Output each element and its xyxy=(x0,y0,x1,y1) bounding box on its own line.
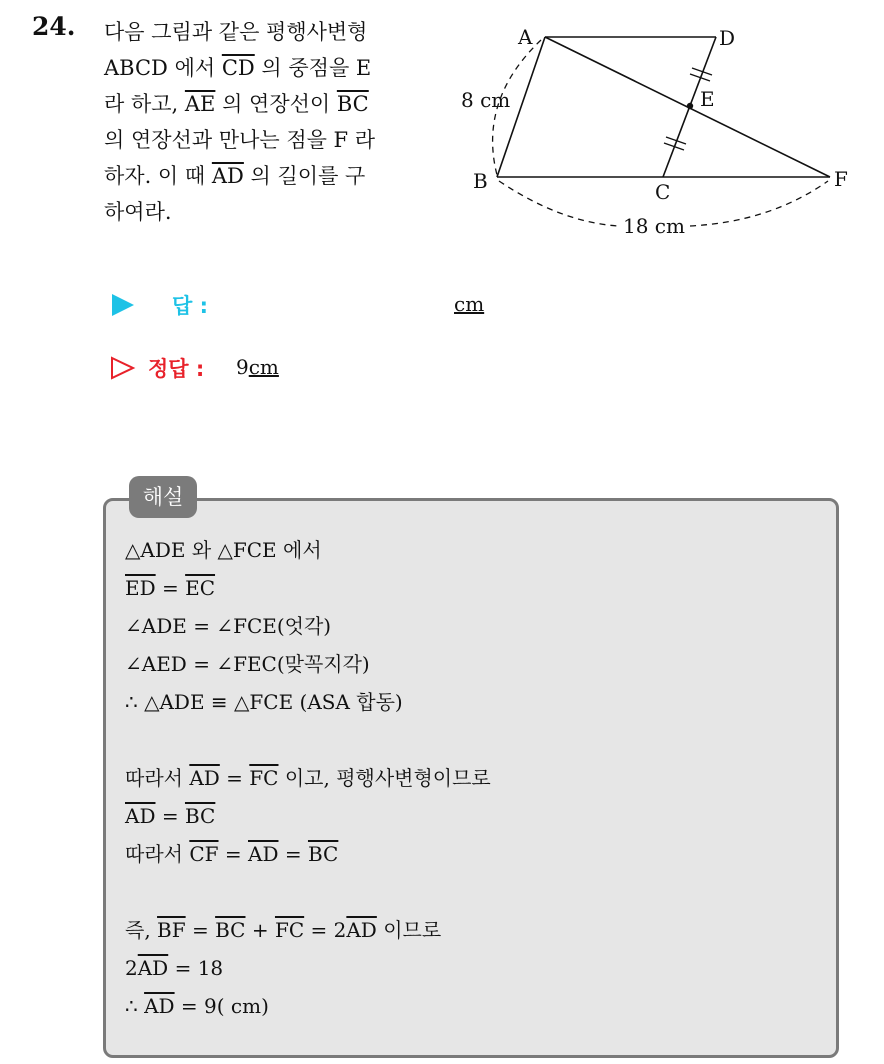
text-segment: = xyxy=(155,576,186,600)
text-segment: = xyxy=(185,918,216,942)
overline-segment: $\overline{AD}$ xyxy=(144,994,175,1018)
text-segment: = 9( cm) xyxy=(174,994,269,1018)
solution-line xyxy=(125,575,215,601)
solution-line xyxy=(125,651,370,677)
overline-segment: $\overline{FC}$ xyxy=(249,766,279,790)
overline-segment: $\overline{AD}$ xyxy=(189,766,220,790)
overline-segment: $\overline{AD}$ xyxy=(346,918,377,942)
overline-segment: $\overline{CD}$ xyxy=(221,56,255,80)
overline-segment: $\overline{BF}$ xyxy=(157,918,186,942)
answer-unit: cm xyxy=(454,292,485,316)
question-text xyxy=(104,14,434,230)
overline-segment: $\overline{AD}$ xyxy=(125,804,156,828)
text-segment: ∠AED = ∠FEC(맞꼭지각) xyxy=(125,652,370,676)
label-d: D xyxy=(719,26,736,50)
text-segment: ∴ xyxy=(125,994,145,1018)
question-line xyxy=(104,122,434,158)
text-segment: △ADE 와 △FCE 에서 xyxy=(125,538,322,562)
overline-segment: $\overline{BC}$ xyxy=(215,918,246,942)
text-segment: 다음 그림과 같은 평행사변형 xyxy=(104,20,368,44)
parallelogram-figure xyxy=(450,14,850,239)
text-segment: = xyxy=(278,842,308,866)
text-segment: ∠ADE = ∠FCE(엇각) xyxy=(125,614,332,638)
text-segment: 따라서 xyxy=(125,766,190,790)
question-number: 24. xyxy=(32,12,76,41)
text-segment: 이므로 xyxy=(376,918,442,942)
text-segment: 의 길이를 구 xyxy=(243,164,366,188)
text-segment: 라 하고, xyxy=(104,92,185,116)
base-dimension-arc-left xyxy=(499,181,618,226)
solution-line xyxy=(125,613,331,639)
text-segment: = 2 xyxy=(304,918,347,942)
base-dimension-arc-right xyxy=(690,181,828,226)
text-segment: 이고, 평행사변형이므로 xyxy=(278,766,491,790)
solution-line xyxy=(125,765,491,791)
label-a: A xyxy=(518,25,533,49)
question-line xyxy=(104,158,434,194)
overline-segment: $\overline{EC}$ xyxy=(185,576,216,600)
overline-segment: $\overline{BC}$ xyxy=(184,804,216,828)
text-segment: = xyxy=(155,804,185,828)
question-line xyxy=(104,50,434,86)
label-b: B xyxy=(473,169,488,193)
solution-line xyxy=(125,689,403,715)
solution-line xyxy=(125,955,223,981)
outline-play-icon xyxy=(110,356,136,380)
label-c: C xyxy=(655,180,671,204)
overline-segment: $\overline{AD}$ xyxy=(248,842,279,866)
correct-answer-row xyxy=(110,351,530,385)
solution-tab: 해설 xyxy=(129,476,197,518)
side-length-label: 8 cm xyxy=(461,88,511,112)
text-segment: 하여라. xyxy=(104,200,172,224)
answer-label: 답 : xyxy=(172,294,208,318)
text-segment: 2 xyxy=(125,956,138,980)
label-e: E xyxy=(700,87,715,111)
text-segment: + xyxy=(245,918,275,942)
solution-line xyxy=(125,917,441,943)
play-icon xyxy=(110,293,136,317)
text-segment: 따라서 xyxy=(125,842,190,866)
correct-answer-value: 9cm xyxy=(236,355,279,379)
text-segment: 의 연장선이 xyxy=(215,92,337,116)
solution-line xyxy=(125,803,215,829)
point-e-dot xyxy=(687,103,693,109)
text-segment: 하자. 이 때 xyxy=(104,164,212,188)
question-line xyxy=(104,86,434,122)
overline-segment: $\overline{BC}$ xyxy=(336,92,369,116)
overline-segment: $\overline{ED}$ xyxy=(125,576,156,600)
text-segment: = 18 xyxy=(168,956,224,980)
text-segment: = xyxy=(218,842,248,866)
label-f: F xyxy=(834,167,848,191)
solution-line xyxy=(125,841,338,867)
overline-segment: $\overline{BC}$ xyxy=(307,842,339,866)
overline-segment: $\overline{CF}$ xyxy=(189,842,219,866)
text-segment: 즉, xyxy=(125,918,158,942)
question-line xyxy=(104,194,434,230)
text-segment: ∴ △ADE ≡ △FCE (ASA 합동) xyxy=(125,690,403,714)
solution-line xyxy=(125,993,269,1019)
question-line xyxy=(104,14,434,50)
text-segment: 의 중점을 E xyxy=(254,56,372,80)
overline-segment: $\overline{AD}$ xyxy=(137,956,169,980)
base-length-label: 18 cm xyxy=(623,214,685,238)
overline-segment: $\overline{AE}$ xyxy=(184,92,216,116)
text-segment: = xyxy=(219,766,250,790)
answer-row xyxy=(110,288,530,322)
correct-answer-label: 정답 : xyxy=(148,357,205,381)
text-segment: 의 연장선과 만나는 점을 F 라 xyxy=(104,128,376,152)
overline-segment: $\overline{AD}$ xyxy=(211,164,244,188)
text-segment: ABCD 에서 xyxy=(104,56,222,80)
overline-segment: $\overline{FC}$ xyxy=(274,918,305,942)
solution-line xyxy=(125,537,322,563)
